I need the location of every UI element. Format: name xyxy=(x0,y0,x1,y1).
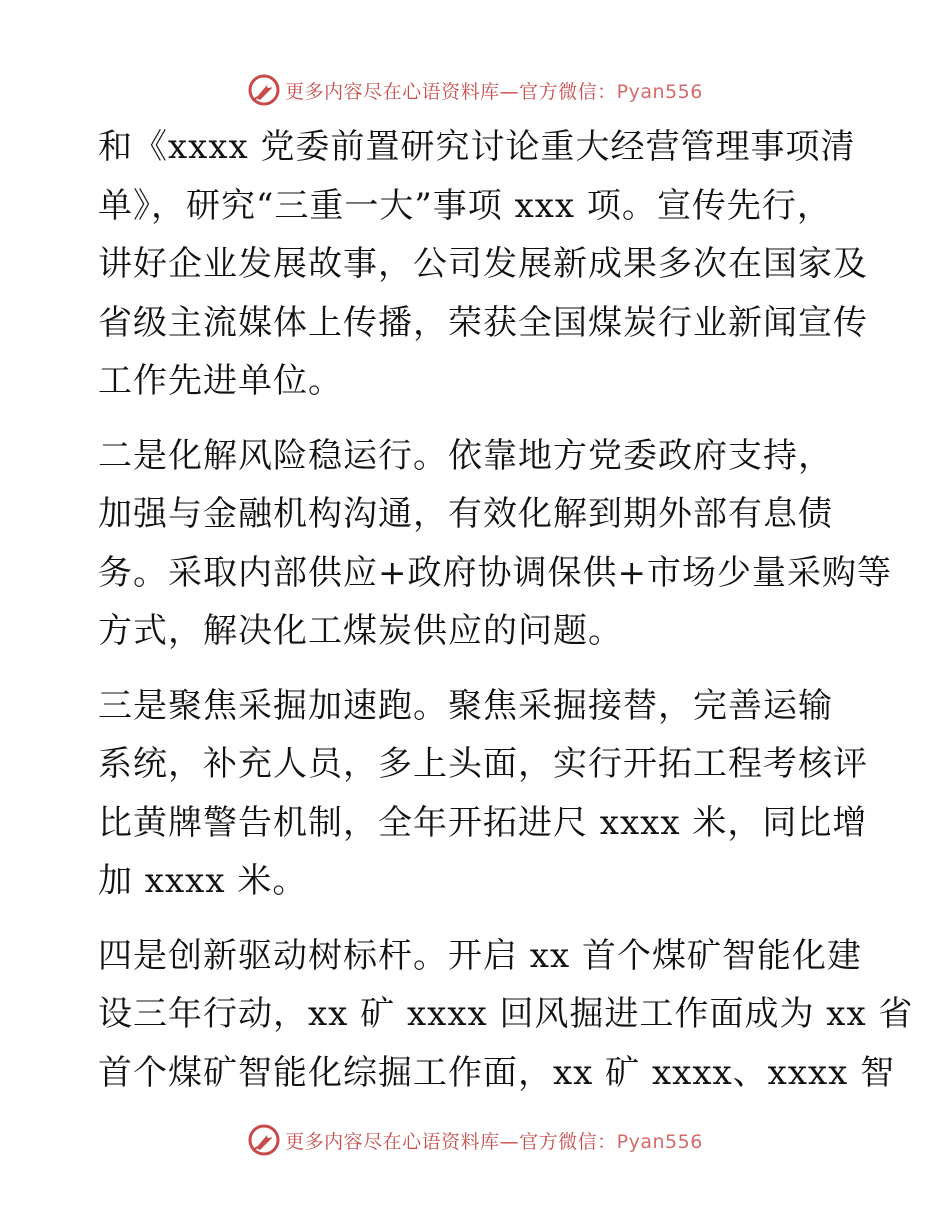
text-line: 讲好企业发展故事，公司发展新成果多次在国家及 xyxy=(98,244,868,284)
text-line: 单》，研究“三重一大”事项 xxx 项。宣传先行， xyxy=(98,185,832,226)
text-line: 四是创新驱动树标杆。开启 xx 首个煤矿智能化建 xyxy=(98,935,862,976)
document-body xyxy=(98,118,914,1102)
text-line: 加 xxxx 米。 xyxy=(98,861,308,901)
text-line: 设三年行动，xx 矿 xxxx 回风掘进工作面成为 xx 省 xyxy=(98,994,914,1034)
text-line: 省级主流媒体上传播，荣获全国煤炭行业新闻宣传 xyxy=(98,302,868,343)
text-line: 工作先进单位。 xyxy=(98,361,343,401)
banner-label: 更多内容尽在心语资料库—官方微信： xyxy=(285,80,617,103)
wechat-id: Pyan556 xyxy=(616,80,703,103)
text-line: 三是聚焦采掘加速跑。聚焦采掘接替，完善运输 xyxy=(98,685,833,726)
banner-label: 更多内容尽在心语资料库—官方微信： xyxy=(285,1130,617,1153)
text-line: 系统，补充人员，多上头面，实行开拓工程考核评 xyxy=(98,744,868,784)
text-line: 务。采取内部供应+政府协调保供+市场少量采购等 xyxy=(98,552,892,593)
banner-text xyxy=(285,77,703,104)
paragraph-4 xyxy=(98,927,914,1103)
text-line: 比黄牌警告机制，全年开拓进尺 xxxx 米，同比增 xyxy=(98,802,868,843)
paragraph-1 xyxy=(98,118,868,411)
text-line: 首个煤矿智能化综掘工作面，xx 矿 xxxx、xxxx 智 xyxy=(98,1052,896,1093)
pen-nib-logo-icon xyxy=(247,73,281,107)
footer-banner xyxy=(0,1120,950,1160)
paragraph-2 xyxy=(98,427,892,661)
banner-text xyxy=(285,1127,703,1154)
wechat-id: Pyan556 xyxy=(616,1130,703,1153)
text-line: 加强与金融机构沟通，有效化解到期外部有息债 xyxy=(98,494,833,534)
header-banner xyxy=(0,70,950,110)
text-line: 方式，解决化工煤炭供应的问题。 xyxy=(98,611,623,651)
pen-nib-logo-icon xyxy=(247,1123,281,1157)
text-line: 二是化解风险稳运行。依靠地方党委政府支持， xyxy=(98,435,833,476)
paragraph-3 xyxy=(98,677,868,911)
text-line: 和《xxxx 党委前置研究讨论重大经营管理事项清 xyxy=(98,127,856,167)
